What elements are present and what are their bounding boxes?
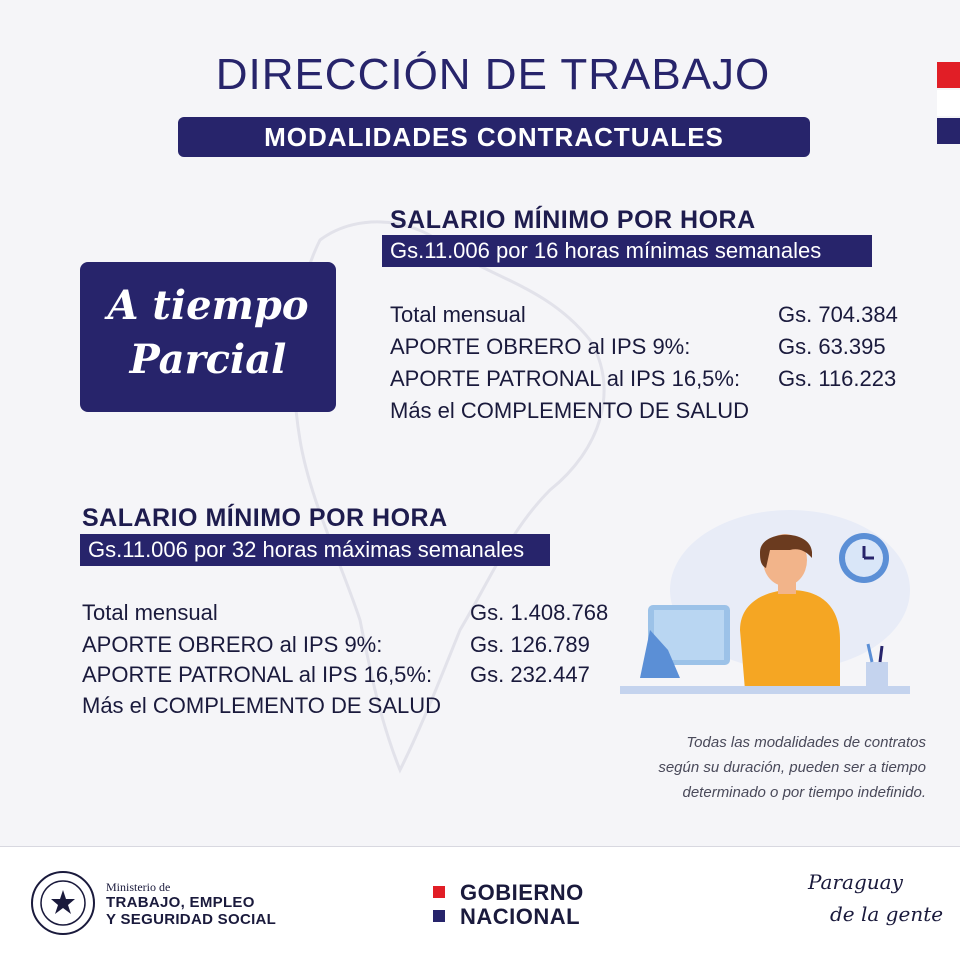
section2-heading: SALARIO MÍNIMO POR HORA <box>82 504 448 532</box>
slogan-line2: de la gente <box>830 902 944 926</box>
section1-row-label: Total mensual <box>390 302 526 327</box>
flag-stripe-red <box>937 62 960 88</box>
worker-illustration <box>620 510 910 700</box>
slogan-line1: Paraguay <box>808 870 903 894</box>
section1-row-value: Gs. 116.223 <box>778 366 897 391</box>
contract-note <box>560 730 926 805</box>
note-line: Todas las modalidades de contratos <box>686 734 926 751</box>
gobierno-line1: GOBIERNO <box>460 880 584 905</box>
ministry-name-line1: TRABAJO, EMPLEO <box>106 894 255 911</box>
ministry-name-line2: Y SEGURIDAD SOCIAL <box>106 911 277 928</box>
page-subtitle: MODALIDADES CONTRACTUALES <box>178 117 810 157</box>
section1-heading: SALARIO MÍNIMO POR HORA <box>390 206 756 234</box>
clock-icon <box>839 533 889 583</box>
note-line: según su duración, pueden ser a tiempo <box>658 759 926 776</box>
section2-row-value: Gs. 1.408.768 <box>470 600 609 625</box>
flag-stripe-blue <box>937 118 960 144</box>
section2-row-label: APORTE OBRERO al IPS 9%: <box>82 632 383 657</box>
gobierno-blue-square <box>433 910 445 922</box>
tiempo-parcial-badge <box>80 262 336 412</box>
section1-row-label: Más el COMPLEMENTO DE SALUD <box>390 398 750 423</box>
note-line: determinado o por tiempo indefinido. <box>682 784 926 801</box>
section1-subheading: Gs.11.006 por 16 horas mínimas semanales <box>382 235 872 267</box>
section2-row-value: Gs. 232.447 <box>470 662 590 687</box>
page-title: DIRECCIÓN DE TRABAJO <box>215 50 771 99</box>
badge-line-2: Parcial <box>129 336 287 383</box>
section2-subheading: Gs.11.006 por 32 horas máximas semanales <box>80 534 550 566</box>
section1-row-label: APORTE OBRERO al IPS 9%: <box>390 334 691 359</box>
badge-line-1: A tiempo <box>107 282 309 329</box>
section2-row-label: Total mensual <box>82 600 218 625</box>
gobierno-red-square <box>433 886 445 898</box>
section1-row-value: Gs. 704.384 <box>778 302 898 327</box>
section2-row-label: APORTE PATRONAL al IPS 16,5%: <box>82 662 433 687</box>
section1-row-label: APORTE PATRONAL al IPS 16,5%: <box>390 366 741 391</box>
section2-row-value: Gs. 126.789 <box>470 632 590 657</box>
ministry-label: Ministerio de <box>106 880 171 894</box>
flag-stripe-white <box>937 90 960 116</box>
national-seal-icon <box>30 870 96 936</box>
gobierno-line2: NACIONAL <box>460 904 581 929</box>
section2-row-label: Más el COMPLEMENTO DE SALUD <box>82 693 442 718</box>
section1-row-value: Gs. 63.395 <box>778 334 886 359</box>
